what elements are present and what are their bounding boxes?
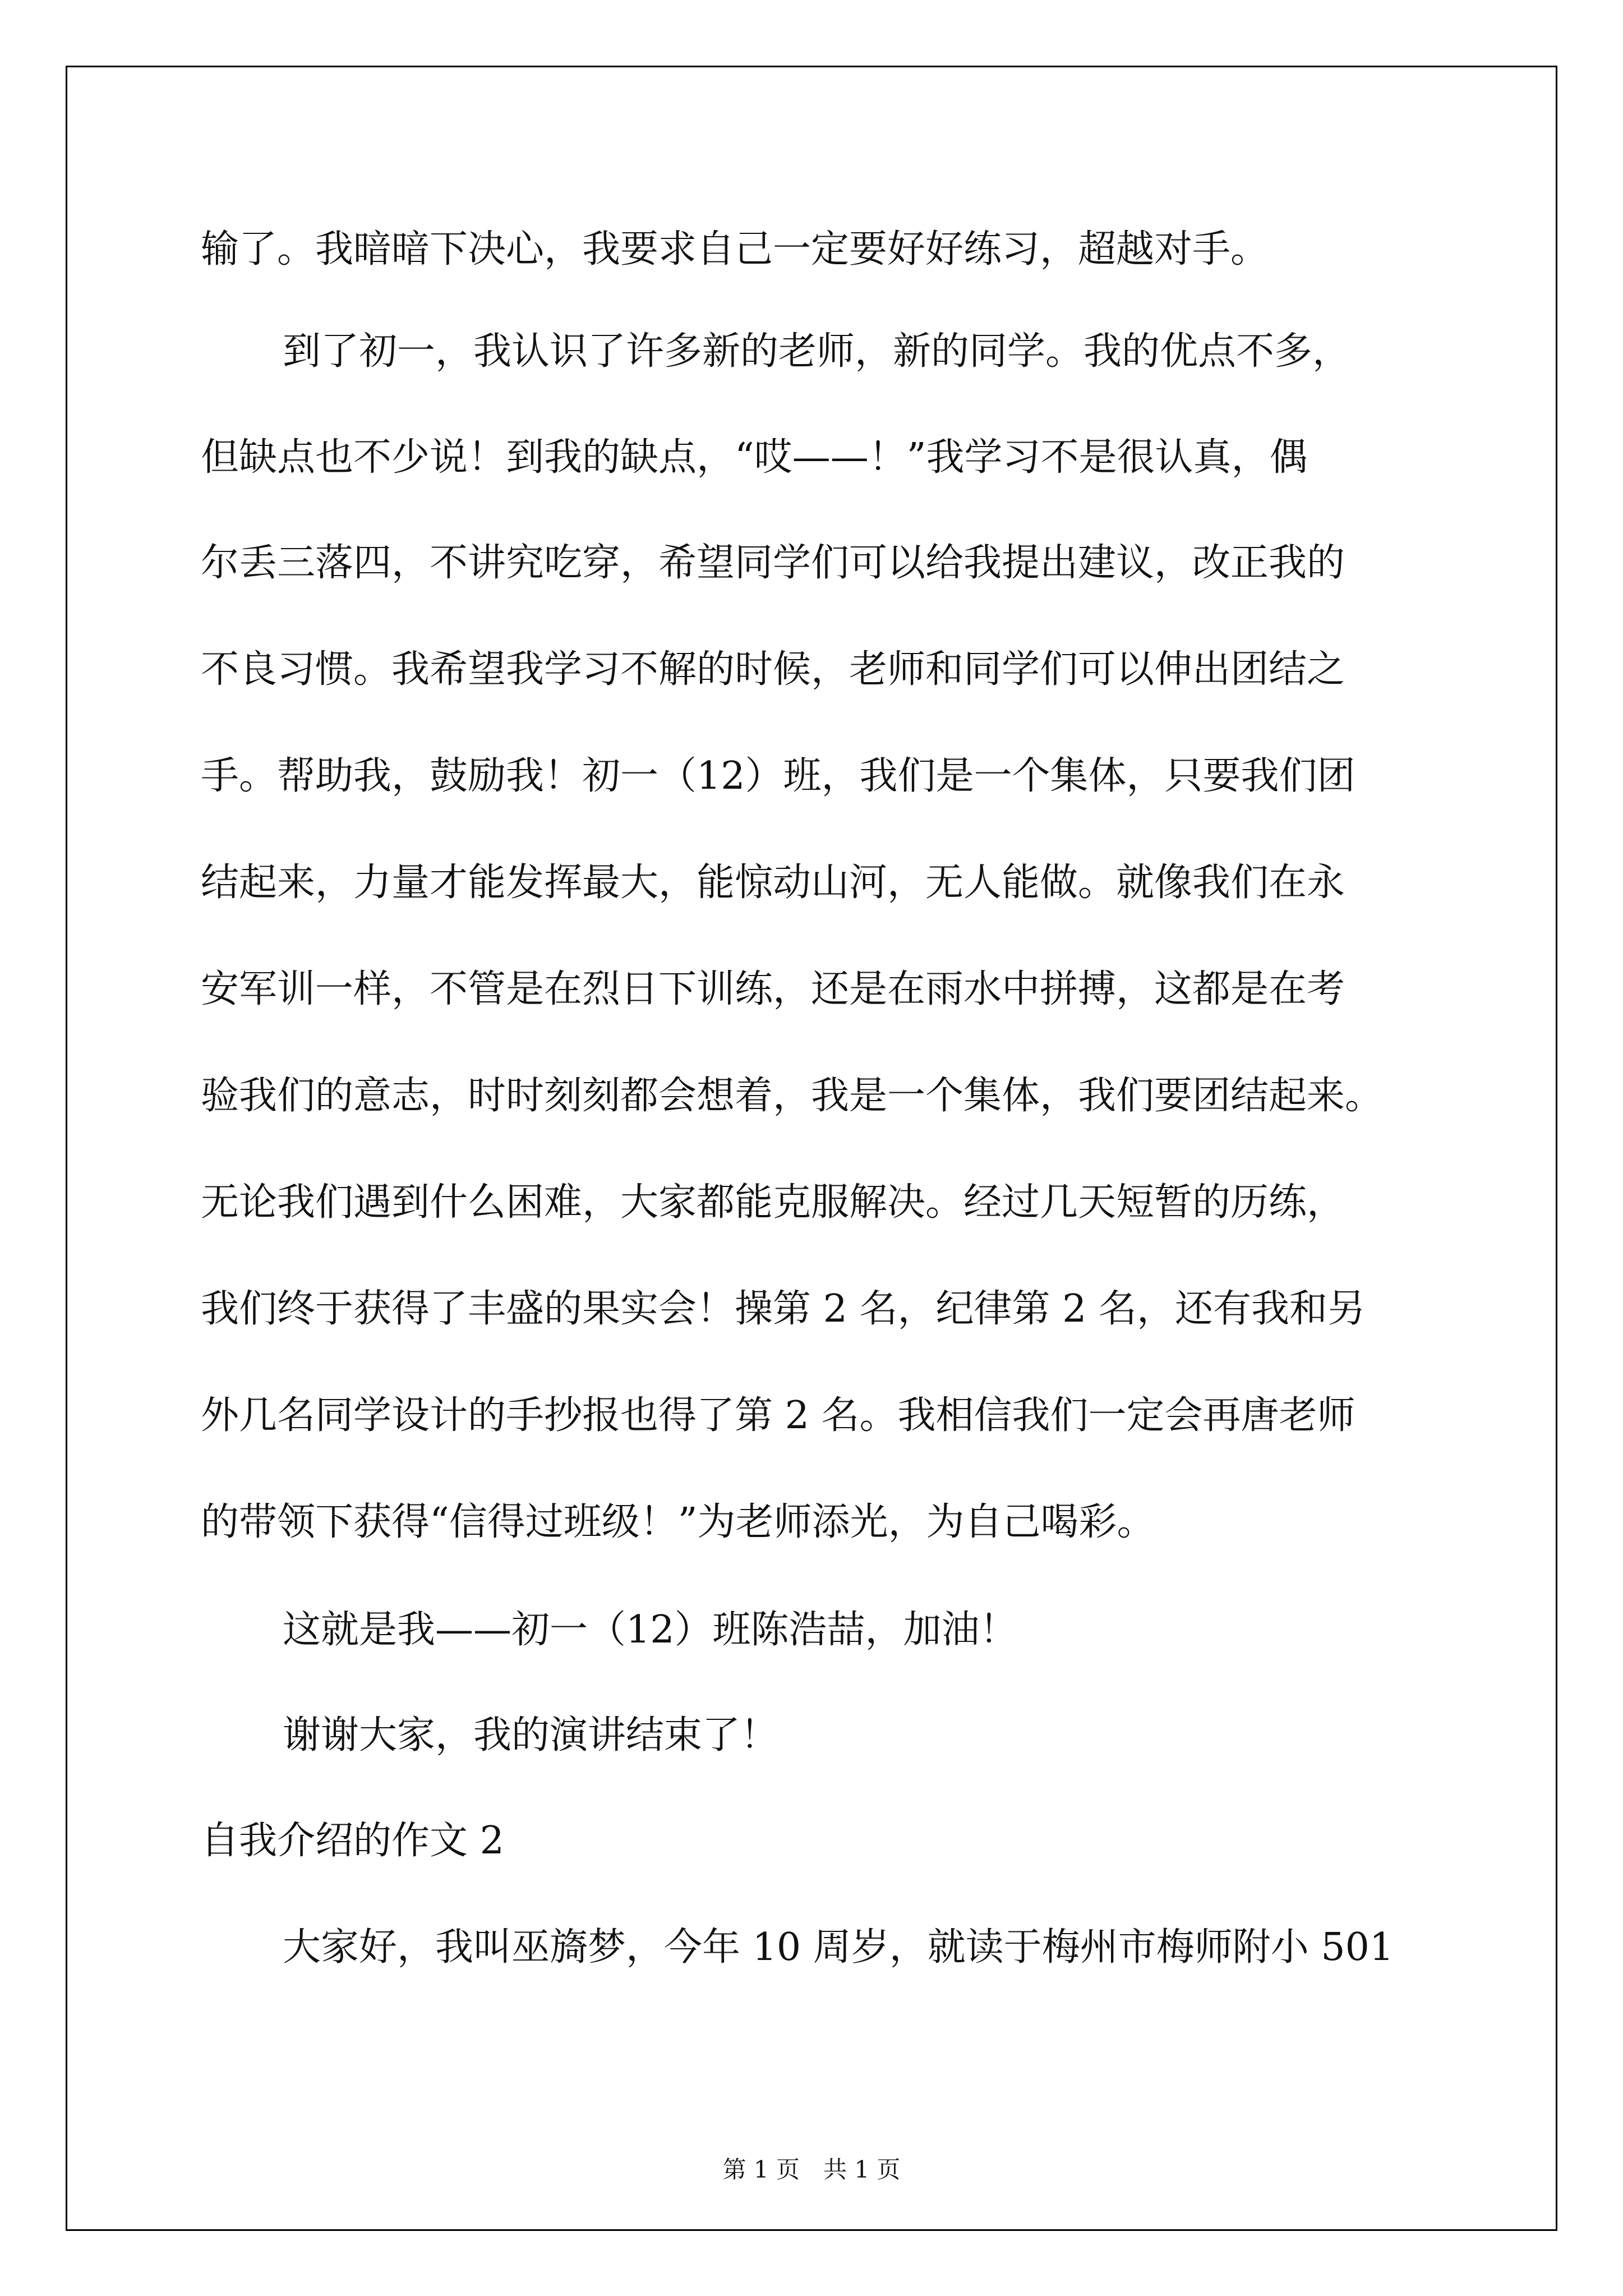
text-line: 安军训一样，不管是在烈日下训练，还是在雨水中拼搏，这都是在考 — [201, 967, 1345, 1011]
text-line: 不良习惯。我希望我学习不解的时候，老师和同学们可以伸出团结之 — [201, 647, 1345, 692]
page-footer: 第 1 页 共 1 页 — [722, 2156, 901, 2183]
text-line: 但缺点也不少说！到我的缺点，“哎——！”我学习不是很认真，偶 — [201, 435, 1308, 480]
section-heading: 自我介绍的作文 2 — [201, 1819, 504, 1863]
text-line: 到了初一，我认识了许多新的老师，新的同学。我的优点不多， — [283, 329, 1351, 374]
text-line: 输了。我暗暗下决心，我要求自己一定要好好练习，超越对手。 — [201, 227, 1269, 272]
text-line: 这就是我——初一（12）班陈浩喆，加油！ — [283, 1608, 1018, 1652]
text-line: 的带领下获得“信得过班级！”为老师添光，为自己喝彩。 — [201, 1500, 1155, 1544]
text-line: 谢谢大家，我的演讲结束了！ — [283, 1713, 779, 1757]
text-line: 手。帮助我，鼓励我！初一（12）班，我们是一个集体，只要我们团 — [201, 754, 1355, 798]
text-line: 我们终于获得了丰盛的果实会！操第 2 名，纪律第 2 名，还有我和另 — [201, 1287, 1366, 1331]
text-line: 结起来，力量才能发挥最大，能惊动山河，无人能做。就像我们在永 — [201, 861, 1345, 905]
text-line: 尔丢三落四，不讲究吃穿，希望同学们可以给我提出建议，改正我的 — [201, 541, 1345, 585]
text-line: 外几名同学设计的手抄报也得了第 2 名。我相信我们一定会再唐老师 — [201, 1393, 1355, 1438]
text-line: 验我们的意志，时时刻刻都会想着，我是一个集体，我们要团结起来。 — [201, 1074, 1384, 1118]
text-line: 无论我们遇到什么困难，大家都能克服解决。经过几天短暂的历练， — [201, 1180, 1345, 1225]
text-line: 大家好，我叫巫旖梦，今年 10 周岁，就读于梅州市梅师附小 501 — [283, 1925, 1394, 1970]
page-border — [66, 66, 1557, 2231]
